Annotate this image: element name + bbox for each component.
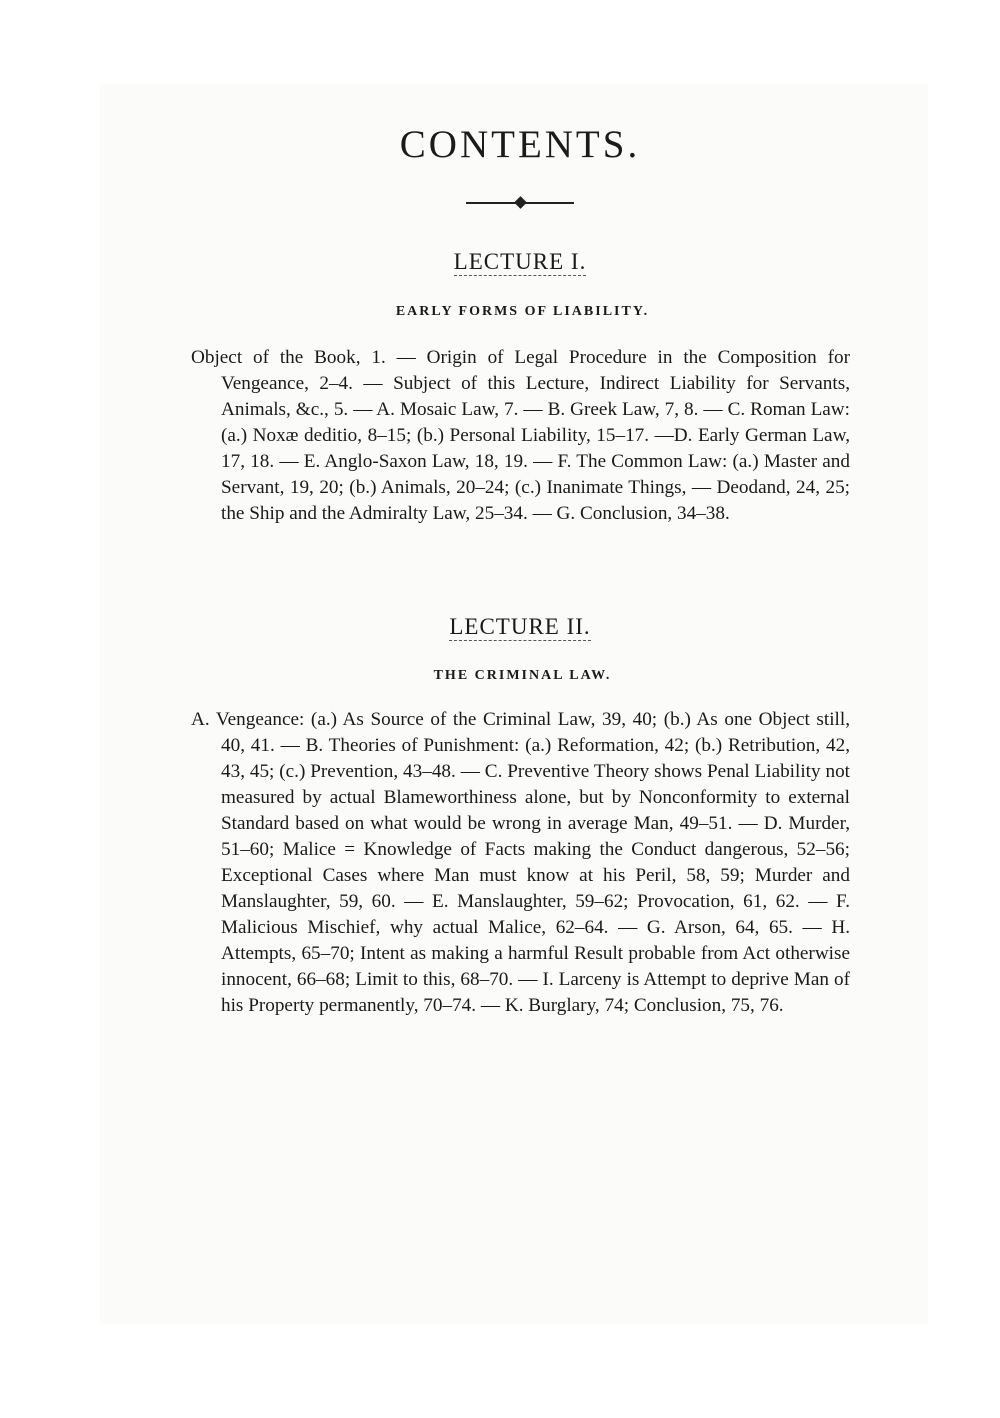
lecture-2-subheading: THE CRIMINAL LAW. xyxy=(433,668,612,683)
page-title: CONTENTS. xyxy=(399,123,641,166)
lecture-1-summary: Object of the Book, 1. — Origin of Legal Procedure in the Composition for Vengeance, 2–4. — Subject of this Lecture, Indirect Liability for Servants, Animals, &c., 5. — A. Mosaic Law, 7. — B. Greek Law, 7, 8. — C. Roman Law: (a.) Noxæ deditio, 8–15; (b.) Personal Liability, 15–17. —D. Early German Law, 17, 18. — E. Anglo-Saxon Law, 18, 19. — F. The Common Law: (a.) Master and Servant, 19, 20; (b.) Animals, 20–24; (c.) Inanimate Things, — Deodand, 24, 25; the Ship and the Admiralty Law, 25–34. — G. Conclusion, 34–38. xyxy=(191,347,850,524)
lecture-2-heading: LECTURE II. xyxy=(449,614,591,639)
lecture-2-summary: A. Vengeance: (a.) As Source of the Criminal Law, 39, 40; (b.) As one Object still, 40, 41. — B. Theories of Punishment: (a.) Reformation, 42; (b.) Retribution, 42, 43, 45; (c.) Prevention, 43–48. — C. Preventive Theory shows Penal Liability not measured by actual Blameworthiness alone, but by Nonconformity to external Standard based on what would be wrong in average Man, 49–51. — D. Murder, 51–60; Malice = Knowledge of Facts making the Conduct dangerous, 52–56; Exceptional Cases where Man must know at his Peril, 58, 59; Murder and Manslaughter, 59, 60. — E. Manslaughter, 59–62; Provocation, 61, 62. — F. Malicious Mischief, why actual Malice, 62–64. — G. Arson, 64, 65. — H. Attempts, 65–70; Intent as making a harmful Result probable from Act otherwise innocent, 66–68; Limit to this, 68–70. — I. Larceny is Attempt to deprive Man of his Property permanently, 70–74. — K. Burglary, 74; Conclusion, 75, 76. xyxy=(191,709,850,1016)
lecture-1-heading: LECTURE I. xyxy=(453,249,587,274)
lecture-1-subheading: EARLY FORMS OF LIABILITY. xyxy=(395,304,650,319)
